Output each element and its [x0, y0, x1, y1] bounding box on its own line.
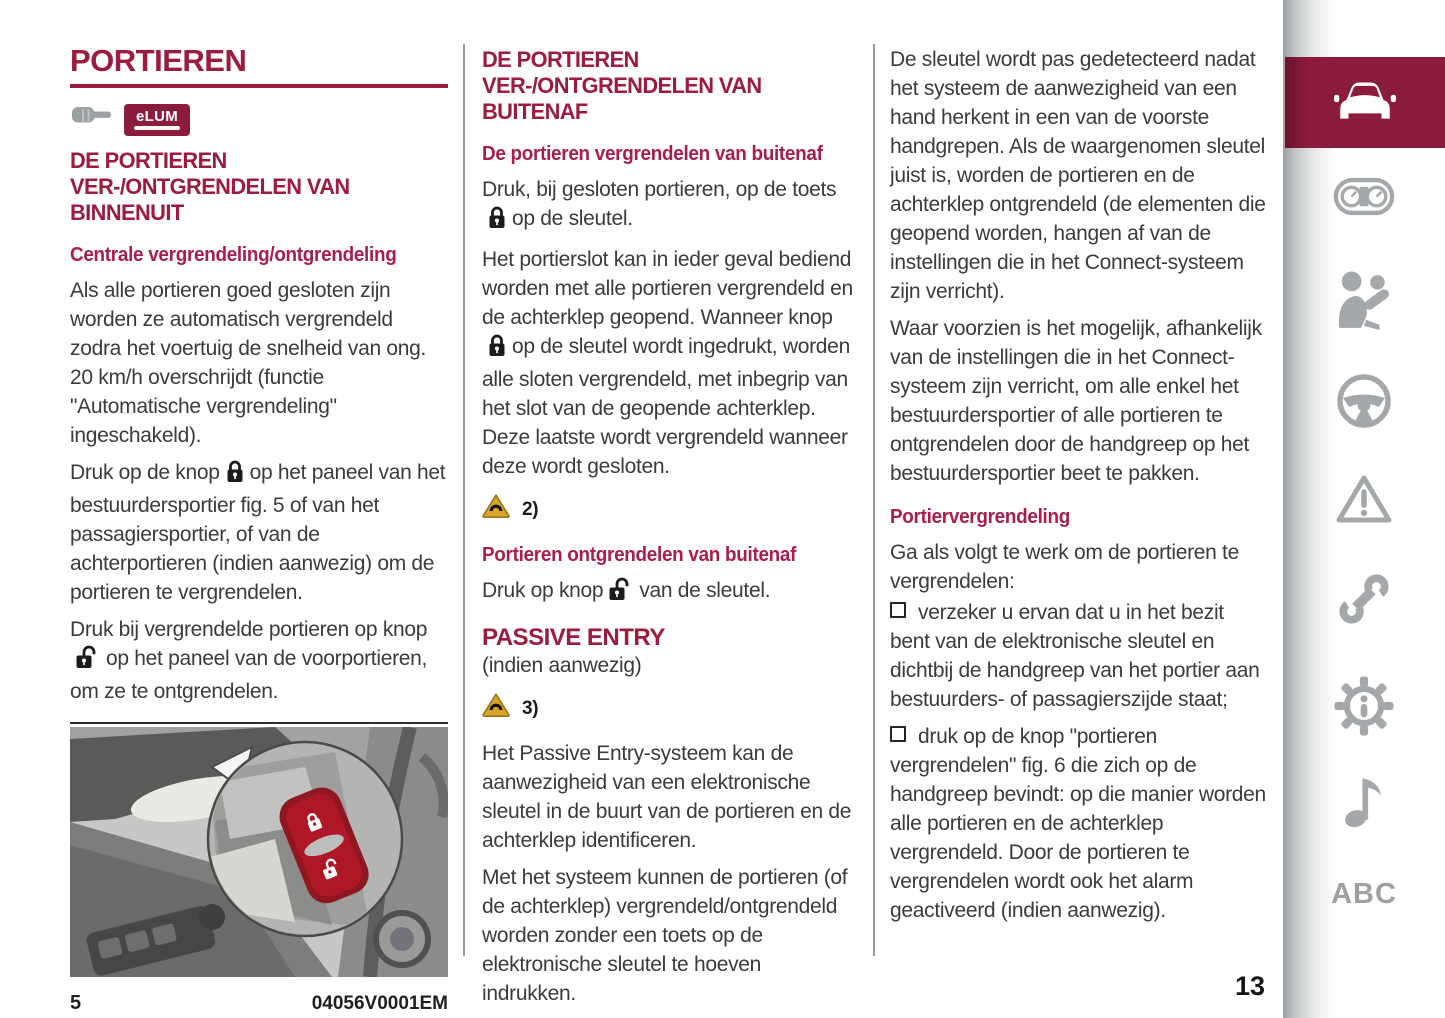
paragraph: Druk, bij gesloten portieren, op de toetsop de sleutel.	[482, 175, 856, 237]
paragraph: Druk op de knop op het paneel van het bestuurdersportier fig. 5 of van het passagiersportier, of van de achterportieren (indien aanwezig) om de portieren te vergrendelen.	[70, 460, 446, 604]
pointing-hand-icon	[70, 103, 112, 137]
airbag-person-icon	[1335, 270, 1393, 335]
paragraph: Met het systeem kunnen de portieren (of de achterklep) vergrendeld/ontgrendeld worden zonder een toets op de elektronische sleutel te hoeven indrukken.	[482, 866, 848, 1005]
figure-code: 04056V0001EM	[311, 992, 448, 1014]
column-left	[70, 45, 448, 1018]
paragraph: Waar voorzien is het mogelijk, afhankelijk van de instellingen die in het Connect-systeem zijn verricht, om alle enkel het bestuurdersportier of alle portieren te ontgrendelen door de handgreep op het bestuurdersportier beet te pakken.	[890, 317, 1262, 485]
info-gear-icon	[1334, 676, 1394, 741]
lock-closed-icon	[225, 459, 245, 491]
figure-caption	[70, 989, 448, 1018]
car-front-icon	[1332, 77, 1398, 128]
warning-triangle-outline-icon	[1335, 472, 1393, 531]
list-item: verzeker u ervan dat u in het bezit bent van de elektronische sleutel en dichtbij de handgreep van het portier aan bestuurders- of passagierszijde staat;	[890, 601, 1260, 711]
paragraph: Het portierslot kan in ieder geval bediend worden met alle portieren vergrendeld en de achterklep geopend. Wanneer knopop de sleutel wordt ingedrukt, worden alle sloten vergrendeld, met inbegrip van het slot van de geopende achterklep. Deze laatste wordt vergrendeld wanneer deze wordt gesloten.	[482, 248, 853, 478]
elum-row	[70, 102, 448, 138]
paragraph: Als alle portieren goed gesloten zijn worden ze automatisch vergrendeld zodra het voertuig de snelheid van ong. 20 km/h overschrijdt (functie "Automatische vergrendeling" ingeschakeld).	[70, 278, 427, 447]
column-right	[890, 45, 1268, 933]
note-reference: 3)	[522, 698, 539, 719]
elum-underline	[134, 126, 180, 131]
column-middle	[482, 45, 856, 1016]
section-heading-binnenuit: DE PORTIEREN VER-/ONTGRENDELEN VAN BINNENUIT	[70, 147, 350, 225]
subheading-vergrendelen-buitenaf: De portieren vergrendelen van buitenaf	[482, 142, 823, 165]
sidebar-item-warnings[interactable]	[1331, 472, 1397, 531]
square-bullet-icon	[890, 602, 906, 618]
instrument-cluster-icon	[1333, 176, 1395, 223]
subheading-centrale-vergrendeling: Centrale vergrendeling/ontgrendeling	[70, 242, 397, 266]
sidebar-item-maintenance[interactable]	[1331, 570, 1397, 633]
page-number: 13	[1234, 971, 1265, 1001]
warning-note-3	[482, 692, 856, 725]
column-divider	[463, 44, 465, 956]
section-heading-buitenaf: DE PORTIEREN VER-/ONTGRENDELEN VAN BUITENAF	[482, 47, 762, 124]
lock-open-icon	[75, 645, 101, 677]
warning-triangle-icon	[482, 493, 510, 526]
paragraph: De sleutel wordt pas gedetecteerd nadat het systeem de aanwezigheid van een hand herkent in een van de voorste handgrepen. Als de waargenomen sleutel juist is, worden de portieren en de achterklep ontgrendeld (de elementen die geopend worden, hangen af van de instellingen die in het Connect-systeem zijn verricht).	[890, 48, 1266, 303]
lock-closed-icon	[487, 333, 507, 365]
warning-triangle-icon	[482, 692, 510, 725]
page-edge-gradient	[1283, 0, 1337, 1018]
sidebar-tab-vehicle-active[interactable]	[1285, 57, 1445, 148]
page-title: PORTIEREN	[70, 45, 448, 88]
sidebar-item-technical-data[interactable]	[1331, 676, 1397, 741]
warning-note-2	[482, 493, 856, 526]
paragraph: Druk op knop van de sleutel.	[482, 576, 856, 609]
sidebar-item-index-abc[interactable]: ABC	[1331, 878, 1397, 910]
sidebar-item-multimedia[interactable]	[1331, 770, 1397, 835]
sidebar-item-dashboard[interactable]	[1331, 176, 1397, 223]
paragraph: Druk bij vergrendelde portieren op knopop het paneel van de voorportieren, om ze te ontgrendelen.	[70, 617, 428, 703]
sidebar-item-safety[interactable]	[1331, 270, 1397, 335]
lock-open-icon	[608, 577, 634, 609]
section-heading-passive-entry: PASSIVE ENTRY	[482, 624, 665, 651]
subheading-ontgrendelen-buitenaf: Portieren ontgrendelen van buitenaf	[482, 543, 797, 566]
paragraph: Ga als volgt te werk om de portieren te vergrendelen:	[890, 541, 1239, 593]
paragraph: Het Passive Entry-systeem kan de aanwezigheid van een elektronische sleutel in de buurt van de portieren en de achterklep identificeren.	[482, 742, 852, 852]
elum-label: eLUM	[135, 107, 179, 125]
lock-closed-icon	[487, 205, 507, 237]
figure-number: 5	[70, 991, 81, 1014]
note-reference: 2)	[522, 499, 539, 520]
elum-badge[interactable]	[124, 104, 190, 136]
music-note-icon	[1340, 770, 1388, 835]
passive-entry-availability: (indien aanwezig)	[482, 654, 642, 677]
wrench-icon	[1335, 570, 1393, 633]
steering-wheel-icon	[1335, 372, 1393, 435]
square-bullet-icon	[890, 726, 906, 742]
column-divider	[873, 44, 875, 956]
door-panel-photo	[70, 727, 448, 977]
figure-5	[70, 722, 448, 1018]
sidebar-item-steering[interactable]	[1331, 372, 1397, 435]
subheading-portiervergrendeling: Portiervergrendeling	[890, 505, 1070, 528]
list-item: druk op de knop "portieren vergrendelen" fig. 6 die zich op de handgreep bevindt: op die manier worden alle portieren en de achterklep vergrendeld. Door de portieren te vergrendelen wordt ook het alarm geactiveerd (indien aanwezig).	[890, 725, 1266, 922]
